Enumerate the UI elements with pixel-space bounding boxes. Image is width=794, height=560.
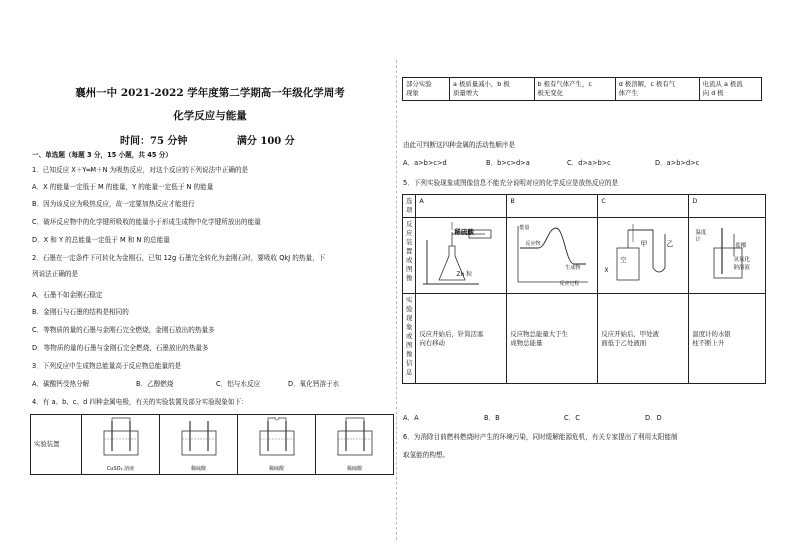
diagram-b-xlabel: 反应过程 [559, 281, 580, 287]
beaker-4-icon [324, 417, 386, 463]
q1-stem: 1．已知反应 X＋Y═M＋N 为吸热反应，对这个反应的下列说法中正确的是 [32, 166, 249, 174]
q4-solution-3: 稀硫酸 [268, 466, 284, 472]
q5-row1-label [403, 218, 416, 294]
q5-phenomenon-c-2: 面低于乙处液面 [601, 338, 647, 347]
phen-cell-1b: 质量增大 [453, 89, 479, 97]
exam-score: 满分 100 分 [236, 136, 295, 147]
beaker-2-icon [168, 417, 230, 463]
q4-apparatus-2 [160, 415, 238, 475]
beaker-1-icon [90, 417, 152, 463]
diagram-d-naoh-1: 氢氧化 [733, 257, 750, 263]
q5-phenomenon-d [689, 294, 766, 384]
q5-option-a: A．A [403, 414, 419, 422]
phen-label-2: 现象 [406, 89, 419, 97]
phen-cell-2a: b 极有气体产生，c [537, 80, 592, 88]
q3-stem: 3．下列反应中生成物总能量高于反应物总能量的是 [32, 362, 182, 370]
phen-label-1: 部分实验 [406, 80, 432, 88]
diagram-a-label-zn: Zn 粒 [456, 271, 473, 278]
phen-cell-3b: 体产生 [618, 89, 638, 97]
q4-solution-4: 稀硫酸 [346, 466, 362, 472]
phen-cell-1a: a 极质量减小，b 极 [453, 80, 510, 88]
q5-header-d: D [689, 195, 766, 218]
q5-row2-label [403, 294, 416, 384]
q5-phenomenon-d-1: 温度计的水银 [692, 329, 731, 338]
diagram-b-reactant: 反应物 [525, 241, 541, 247]
q1-option-a: A．X 的能量一定低于 M 的能量，Y 的能量一定低于 N 的能量 [32, 183, 214, 191]
q5-phenomenon-b-1: 反应物总能量大于生 [510, 329, 568, 338]
diagram-d-hcl: 盐酸 [735, 243, 747, 249]
diagram-c-label-x: X [604, 267, 609, 274]
q5-header-c: C [598, 195, 689, 218]
q4-apparatus-1 [82, 415, 160, 475]
q6-line-1: 6．为消除目前燃料燃烧时产生的环境污染，同时缓解能源危机，有关专家提出了利用太阳能制 [403, 433, 678, 441]
q4-row-label: 实验装置 [31, 415, 82, 475]
q5-row1-label-1: 反应 [406, 220, 413, 237]
q5-phenomenon-a-1: 反应开始后，针筒活塞 [419, 329, 484, 338]
phen-cell-4a: 电流从 a 极流 [702, 80, 743, 88]
q4-apparatus-3 [238, 415, 316, 475]
q5-stem: 5．下列实验现象或图像信息不能充分说明对应的化学反应是放热反应的是 [403, 179, 619, 187]
q4-phenomena-table [402, 77, 762, 101]
q4-option-a: A．a>b>c>d [403, 159, 447, 167]
q5-phenomenon-a [416, 294, 507, 384]
q4-stem: 4．有 a、b、c、d 四种金属电极，有关的实验装置及部分实验现象如下： [32, 398, 248, 406]
q5-diagram-b [507, 218, 598, 294]
q3-option-c: C．铝与水反应 [216, 380, 261, 388]
q5-diagram-a [416, 218, 507, 294]
q6-line-2: 取氢能的构想。 [403, 451, 450, 459]
q5-row2-label-4: 像信 [406, 350, 413, 367]
q2-option-d: D．等物质的量的石墨与金刚石完全燃烧，石墨放出的热量多 [32, 344, 209, 352]
q5-phenomenon-a-2: 向右移动 [419, 338, 445, 347]
q5-phenomenon-b [507, 294, 598, 384]
q5-diagram-d [689, 218, 766, 294]
exam-meta [120, 132, 380, 147]
q3-option-b: B．乙醇燃烧 [136, 380, 174, 388]
q2-option-a: A．石墨不如金刚石稳定 [32, 291, 103, 299]
exam-subtitle: 化学反应与能量 [173, 110, 247, 122]
q1-option-b: B．因为该反应为吸热反应，故一定要加热反应才能进行 [32, 200, 195, 208]
q5-header-a: A [416, 195, 507, 218]
q4-option-b: B．b>c>d>a [486, 159, 530, 167]
q5-header-b: B [507, 195, 598, 218]
q3-option-a: A．碳酸钙受热分解 [32, 380, 90, 388]
beaker-3-icon [246, 417, 308, 463]
q4-option-d: D．a>b>d>c [655, 159, 700, 167]
u-tube-icon [601, 220, 685, 288]
q5-row2-label-3: 或图 [406, 332, 413, 349]
diagram-b-ylabel: 能量 [519, 225, 530, 231]
phen-cell-4b: 向 d 极 [702, 89, 724, 97]
q5-row2-label-5: 息 [406, 368, 413, 376]
q5-row1-label-4: 像 [406, 274, 413, 282]
exam-title: 襄州一中 2021-2022 学年度第二学期高一年级化学周考 [75, 87, 345, 99]
q5-phenomenon-c-1: 反应开始后，甲处液 [601, 329, 659, 338]
q4-solution-1: CuSO₄ 溶液 [106, 466, 135, 472]
column-divider [396, 60, 397, 540]
diagram-b-product: 生成物 [565, 265, 581, 271]
diagram-a-label-acid: 稀硫酸 [454, 228, 474, 236]
q5-row1-label-3: 或图 [406, 256, 413, 273]
q5-table [402, 194, 766, 384]
q2-option-c: C．等物质的量的石墨与金刚石完全燃烧，金刚石放出的热量多 [32, 326, 215, 334]
q3-option-d: D．氧化钙溶于水 [288, 380, 340, 388]
q2-stem-2: 列说法正确的是 [32, 270, 79, 278]
q4-apparatus-4 [316, 415, 394, 475]
q4-apparatus-table [30, 414, 394, 475]
exam-time: 时间：75 分钟 [120, 136, 188, 147]
q4-conclusion: 由此可判断这四种金属的活动性顺序是 [403, 141, 516, 149]
phen-cell-3a: d 极溶解，c 极有气 [618, 80, 676, 88]
diagram-c-label-jia: 甲 [640, 240, 648, 248]
diagram-d-thermometer: 温度计 [695, 230, 707, 243]
q5-diagram-c [598, 218, 689, 294]
q5-option-d: D．D [645, 414, 662, 422]
q2-stem-1: 2．石墨在一定条件下可转化为金刚石，已知 12g 石墨完全转化为金刚石时，要吸收 QkJ 的热量，下 [32, 254, 326, 262]
q5-header-option: 选项 [403, 195, 416, 218]
q1-option-d: D．X 和 Y 的总能量一定低于 M 和 N 的总能量 [32, 236, 170, 244]
q5-row2-label-1: 实验 [406, 296, 413, 313]
q5-option-c: C．C [564, 414, 580, 422]
diagram-d-naoh-2: 钠溶液 [733, 265, 750, 271]
phen-cell-2b: 极无变化 [537, 89, 564, 97]
q4-solution-2: 稀硫酸 [190, 466, 206, 472]
diagram-c-label-air: 空 [620, 257, 627, 264]
q5-phenomenon-d-2: 柱不断上升 [692, 338, 725, 347]
q5-row1-label-2: 装置 [406, 238, 413, 255]
q1-option-c: C．破坏反应物中的化学键所吸收的能量小于形成生成物中化学键所放出的能量 [32, 218, 261, 226]
q5-option-b: B．B [484, 414, 500, 422]
q5-phenomenon-b-2: 成物总能量 [510, 338, 543, 347]
diagram-c-label-yi: 乙 [666, 240, 674, 248]
q4-option-c: C．d>a>b>c [567, 159, 611, 167]
q5-row2-label-2: 现象 [406, 314, 413, 331]
q2-option-b: B．金刚石与石墨的结构是相同的 [32, 308, 129, 316]
section-heading: 一、单选题（每题 3 分，15 小题，共 45 分） [32, 151, 172, 159]
q5-phenomenon-c [598, 294, 689, 384]
